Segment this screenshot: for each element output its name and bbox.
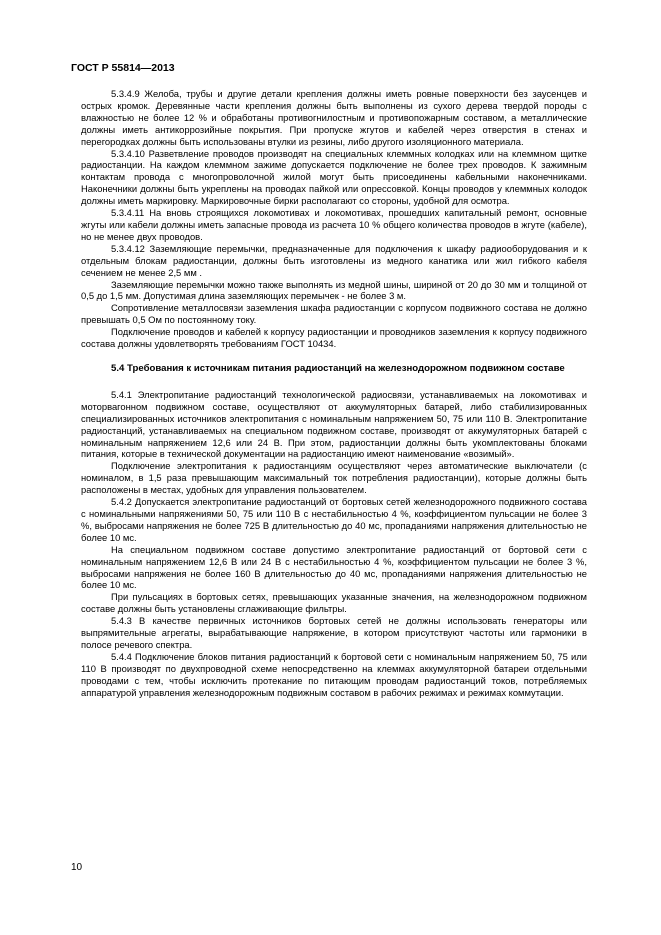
paragraph-5-3-4-10: 5.3.4.10 Разветвление проводов производят на специальных клеммных колодках или на клеммном щитке радиостанции. На каждом клеммном зажиме допускается подключение не более трех проводов. К зажимным контактам провода с многопроволочной жилой могут быть присоединены кабельными наконечниками. Наконечники должны быть укреплены на проводах пайкой или опрессовкой. Концы проводов у клеммных колодок должны иметь маркировку. Маркировочные бирки располагают со стороны, удобной для осмотра. <box>81 147 587 207</box>
paragraph-5-3-4-12: 5.3.4.12 Заземляющие перемычки, предназначенные для подключения к шкафу радиооборудования и к отдельным блокам радиостанции, должны быть изготовлены из медного канатика или жил гибкого кабеля сечением не менее 2,5 мм . <box>81 242 587 278</box>
paragraph-special-rolling-stock: На специальном подвижном составе допустимо электропитание радиостанций от бортовой сети с номинальным напряжением 12,6 В или 24 В с нестабильностью 4 %, коэффициентом пульсации не более 3 %, выбросами напряжения не более 160 В длительностью до 40 мс, пропаданиями напряжения длительностью не более 10 мс. <box>81 543 587 591</box>
document-body <box>81 88 587 699</box>
page-header-standard: ГОСТ Р 55814—2013 <box>71 62 175 74</box>
paragraph-5-4-1: 5.4.1 Электропитание радиостанций технологической радиосвязи, устанавливаемых на локомотивах и моторвагонном подвижном составе, осуществляют от аккумуляторных батарей, либо стабилизированных специализированных источников электропитания с номинальным напряжением 50, 75 или 110 В. Электропитание радиостанций, устанавливаемых на специальном подвижном составе, производят от аккумуляторных батарей с номинальным напряжением 12,6 или 24 В. При этом, радиостанции должны быть укомплектованы блоками питания, которые в технической документации на радиостанцию имеют наименование «возимый». <box>81 388 587 460</box>
paragraph-smoothing-filters: При пульсациях в бортовых сетях, превышающих указанные значения, на железнодорожном подвижном составе должны быть установлены сглаживающие фильтры. <box>81 591 587 615</box>
paragraph-5-4-2: 5.4.2 Допускается электропитание радиостанций от бортовых сетей железнодорожного подвижного состава с номинальными напряжениями 50, 75 или 110 В с нестабильностью 4 %, коэффициентом пульсации не более 3 %, выбросами напряжения не более 725 В длительностью до 40 мс, пропаданиями напряжения длительностью не более 10 мс. <box>81 496 587 543</box>
paragraph-grounding-busbar: Заземляющие перемычки можно также выполнять из медной шины, шириной от 20 до 30 мм и толщиной от 0,5 до 1,5 мм. Допустимая длина заземляющих перемычек - не более 3 м. <box>81 278 587 302</box>
paragraph-grounding-resistance: Сопротивление металлосвязи заземления шкафа радиостанции с корпусом подвижного состава не должно превышать 0,5 Ом по постоянному току. <box>81 302 587 326</box>
paragraph-5-3-4-11: 5.3.4.11 На вновь строящихся локомотивах и локомотивах, прошедших капитальный ремонт, основные жгуты или кабели должны иметь запасные провода из расчета 10 % общего количества проводов в жгуте (кабеле), но не менее двух проводов. <box>81 207 587 242</box>
paragraph-5-3-4-9: 5.3.4.9 Желоба, трубы и другие детали крепления должны иметь ровные поверхности без заусенцев и острых кромок. Деревянные части крепления должны быть выполнены из сухого дерева твердой породы с влажностью не более 12 % и обработаны противогнилостным и противопожарным составом, а металлические должны иметь антикоррозийные покрытия. При пропуске жгутов и кабелей через отверстия в стенах и перегородках должны быть использованы втулки из резины, либо другого изоляционного материала. <box>81 88 587 147</box>
paragraph-power-breakers: Подключение электропитания к радиостанциям осуществляют через автоматические выключатели (с номиналом, в 1,5 раза превышающим максимальный ток потребления радиостанции), которые должны быть расположены в местах, удобных для управления пользователем. <box>81 460 587 496</box>
paragraph-connection-requirements: Подключение проводов и кабелей к корпусу радиостанции и проводников заземления к корпусу подвижного состава должны удовлетворять требованиям ГОСТ 10434. <box>81 326 587 350</box>
paragraph-5-4-3: 5.4.3 В качестве первичных источников бортовых сетей не должны использовать генераторы или выпрямительные агрегаты, вырабатывающие напряжение, в котором присутствуют частоты или гармоники в полосе речевого спектра. <box>81 615 587 650</box>
paragraph-5-4-4: 5.4.4 Подключение блоков питания радиостанций к бортовой сети с номинальным напряжением 50, 75 или 110 В производят по двухпроводной схеме непосредственно на клеммах аккумуляторной батареи отдельными проводами с тем, чтобы исключить протекание по питающим проводам радиостанций токов, потребляемых аппаратурой управления железнодорожным подвижным составом в рабочих режимах и режимах коммутации. <box>81 650 587 698</box>
page-number: 10 <box>71 862 83 873</box>
section-heading-5-4: 5.4 Требования к источникам питания радиостанций на железнодорожном подвижном составе <box>111 362 565 374</box>
